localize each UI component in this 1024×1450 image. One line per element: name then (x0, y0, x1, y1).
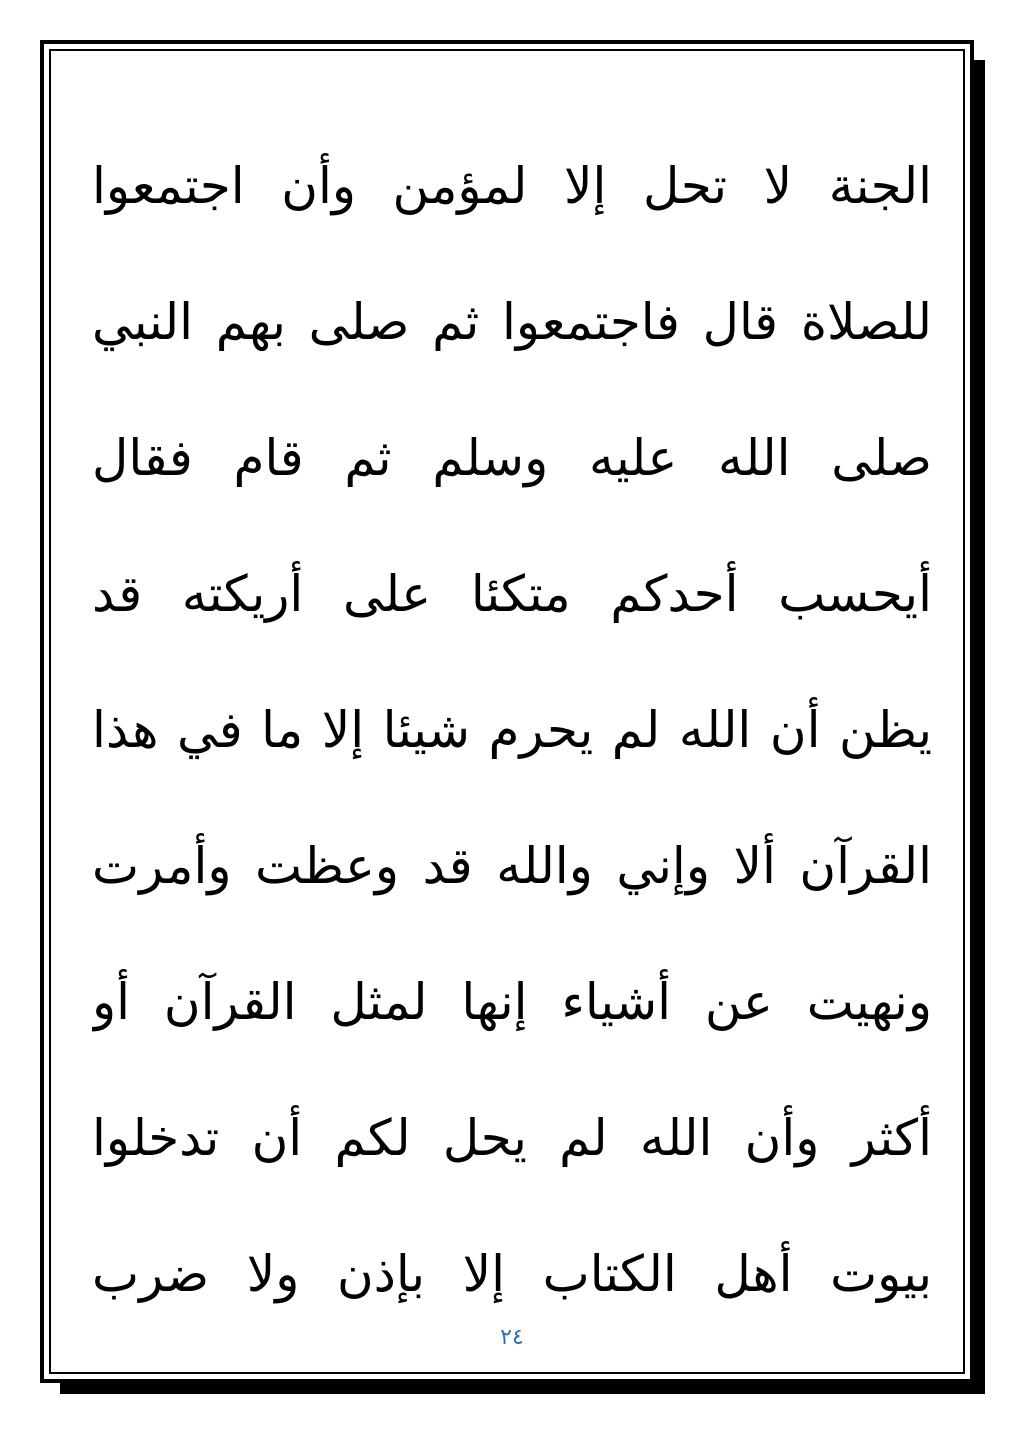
page-number: ٢٤ (500, 1325, 524, 1350)
text-line: القرآن ألا وإني والله قد وعظت وأمرت (92, 837, 932, 895)
text-line: أيحسب أحدكم متكئا على أريكته قد (92, 565, 932, 623)
text-line: ونهيت عن أشياء إنها لمثل القرآن أو (92, 973, 932, 1031)
text-line: أكثر وأن الله لم يحل لكم أن تدخلوا (92, 1109, 932, 1167)
body-text (92, 118, 932, 1308)
text-line: الجنة لا تحل إلا لمؤمن وأن اجتمعوا (92, 157, 932, 215)
text-line: للصلاة قال فاجتمعوا ثم صلى بهم النبي (92, 293, 932, 351)
text-line: بيوت أهل الكتاب إلا بإذن ولا ضرب (92, 1245, 932, 1303)
text-line: صلى الله عليه وسلم ثم قام فقال (92, 429, 932, 487)
text-line: يظن أن الله لم يحرم شيئا إلا ما في هذا (92, 701, 932, 759)
